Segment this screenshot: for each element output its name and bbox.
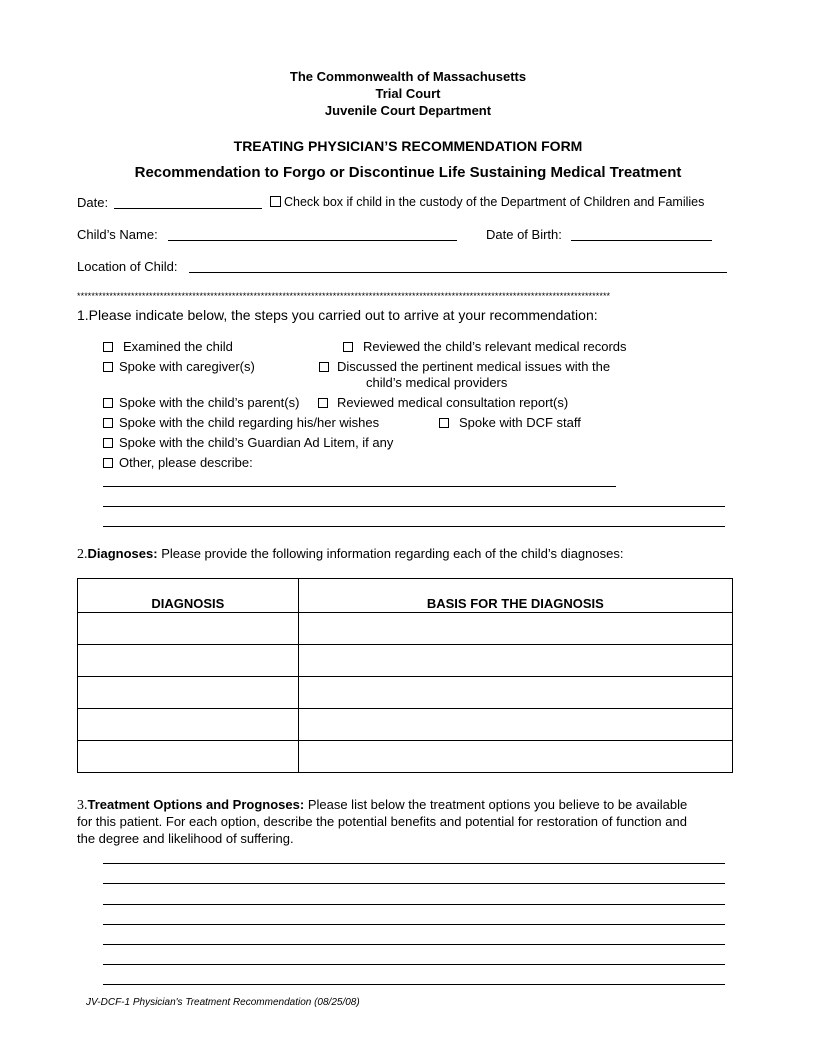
item-reviewed-records[interactable] bbox=[343, 339, 627, 354]
discussed-label-line2: child’s medical providers bbox=[366, 375, 508, 390]
parents-checkbox[interactable] bbox=[103, 398, 113, 408]
other-describe-line-2[interactable] bbox=[103, 506, 725, 507]
diagnosis-cell[interactable] bbox=[78, 677, 299, 709]
treatment-line-5[interactable] bbox=[103, 944, 725, 945]
diagnosis-column-header: DIAGNOSIS bbox=[78, 579, 299, 613]
treatment-line-1[interactable] bbox=[103, 863, 725, 864]
diagnosis-cell[interactable] bbox=[78, 741, 299, 773]
item-caregivers[interactable] bbox=[103, 359, 255, 374]
basis-cell[interactable] bbox=[298, 613, 732, 645]
dob-field[interactable] bbox=[571, 240, 712, 241]
item-gal[interactable] bbox=[103, 435, 393, 450]
section2-title-rest: Please provide the following information regarding each of the child’s diagnoses: bbox=[157, 546, 624, 561]
basis-column-header: BASIS FOR THE DIAGNOSIS bbox=[298, 579, 732, 613]
custody-checkbox-label: Check box if child in the custody of the Department of Children and Families bbox=[284, 195, 705, 209]
examined-checkbox[interactable] bbox=[103, 342, 113, 352]
caregivers-label: Spoke with caregiver(s) bbox=[119, 359, 255, 374]
section3-title-bold: Treatment Options and Prognoses: bbox=[87, 797, 305, 812]
custody-checkbox[interactable] bbox=[270, 196, 281, 207]
child-name-label: Child’s Name: bbox=[77, 227, 158, 242]
basis-cell[interactable] bbox=[298, 709, 732, 741]
section3-number: 3. bbox=[77, 798, 88, 813]
item-examined[interactable] bbox=[103, 339, 233, 354]
other-checkbox[interactable] bbox=[103, 458, 113, 468]
treatment-line-2[interactable] bbox=[103, 883, 725, 884]
location-field[interactable] bbox=[189, 272, 727, 273]
gal-label: Spoke with the child’s Guardian Ad Litem, if any bbox=[119, 435, 394, 450]
header-trial-court: Trial Court bbox=[375, 86, 441, 101]
form-title: TREATING PHYSICIAN’S RECOMMENDATION FORM bbox=[233, 138, 583, 154]
parents-label: Spoke with the child’s parent(s) bbox=[119, 395, 300, 410]
header-commonwealth: The Commonwealth of Massachusetts bbox=[289, 69, 527, 84]
treatment-line-6[interactable] bbox=[103, 964, 725, 965]
diagnosis-cell[interactable] bbox=[78, 645, 299, 677]
diagnosis-cell[interactable] bbox=[78, 613, 299, 645]
section2-title bbox=[77, 546, 623, 563]
basis-cell[interactable] bbox=[298, 645, 732, 677]
other-describe-line-3[interactable] bbox=[103, 526, 725, 527]
item-consultation[interactable] bbox=[318, 395, 568, 410]
other-label: Other, please describe: bbox=[119, 455, 253, 470]
item-wishes[interactable] bbox=[103, 415, 379, 430]
section3-line1-rest: Please list below the treatment options you believe to be available bbox=[304, 797, 688, 812]
section3-line2: for this patient. For each option, describe the potential benefits and potential for restoration of function and bbox=[77, 814, 687, 829]
dcf-checkbox[interactable] bbox=[439, 418, 449, 428]
form-footer: JV-DCF-1 Physician's Treatment Recommendation (08/25/08) bbox=[86, 997, 360, 1008]
consultation-checkbox[interactable] bbox=[318, 398, 328, 408]
date-label: Date: bbox=[77, 195, 109, 210]
custody-checkbox-row[interactable] bbox=[270, 195, 704, 209]
basis-cell[interactable] bbox=[298, 677, 732, 709]
reviewed-records-label: Reviewed the child’s relevant medical records bbox=[363, 339, 627, 354]
discussed-label-line1: Discussed the pertinent medical issues with the bbox=[337, 359, 611, 374]
item-parents[interactable] bbox=[103, 395, 299, 410]
basis-cell[interactable] bbox=[298, 741, 732, 773]
date-field[interactable] bbox=[114, 208, 262, 209]
item-other[interactable] bbox=[103, 455, 253, 470]
table-row bbox=[78, 741, 733, 773]
diagnoses-table bbox=[77, 578, 733, 773]
section3-line3: the degree and likelihood of suffering. bbox=[77, 831, 294, 846]
consultation-label: Reviewed medical consultation report(s) bbox=[337, 395, 569, 410]
other-describe-line-1[interactable] bbox=[103, 486, 616, 487]
caregivers-checkbox[interactable] bbox=[103, 362, 113, 372]
table-row bbox=[78, 613, 733, 645]
location-label: Location of Child: bbox=[77, 259, 178, 274]
section1-title: 1.Please indicate below, the steps you carried out to arrive at your recommendation: bbox=[77, 307, 598, 323]
section3-title-line1 bbox=[77, 797, 687, 814]
diagnoses-header-row bbox=[78, 579, 733, 613]
dob-label: Date of Birth: bbox=[486, 227, 562, 242]
reviewed-records-checkbox[interactable] bbox=[343, 342, 353, 352]
treatment-line-4[interactable] bbox=[103, 924, 725, 925]
form-subtitle: Recommendation to Forgo or Discontinue Life Sustaining Medical Treatment bbox=[134, 164, 682, 181]
header-department: Juvenile Court Department bbox=[324, 103, 492, 118]
discussed-checkbox[interactable] bbox=[319, 362, 329, 372]
treatment-line-7[interactable] bbox=[103, 984, 725, 985]
separator-stars: **************************************************************************************************************************************************** bbox=[77, 291, 611, 301]
wishes-checkbox[interactable] bbox=[103, 418, 113, 428]
item-discussed[interactable] bbox=[319, 359, 610, 374]
diagnosis-cell[interactable] bbox=[78, 709, 299, 741]
child-name-field[interactable] bbox=[168, 240, 457, 241]
table-row bbox=[78, 645, 733, 677]
section2-title-bold: Diagnoses: bbox=[87, 546, 158, 561]
dcf-label: Spoke with DCF staff bbox=[459, 415, 581, 430]
wishes-label: Spoke with the child regarding his/her wishes bbox=[119, 415, 380, 430]
gal-checkbox[interactable] bbox=[103, 438, 113, 448]
table-row bbox=[78, 677, 733, 709]
treatment-line-3[interactable] bbox=[103, 904, 725, 905]
item-dcf[interactable] bbox=[439, 415, 581, 430]
examined-label: Examined the child bbox=[123, 339, 233, 354]
section2-number: 2. bbox=[77, 547, 88, 562]
table-row bbox=[78, 709, 733, 741]
